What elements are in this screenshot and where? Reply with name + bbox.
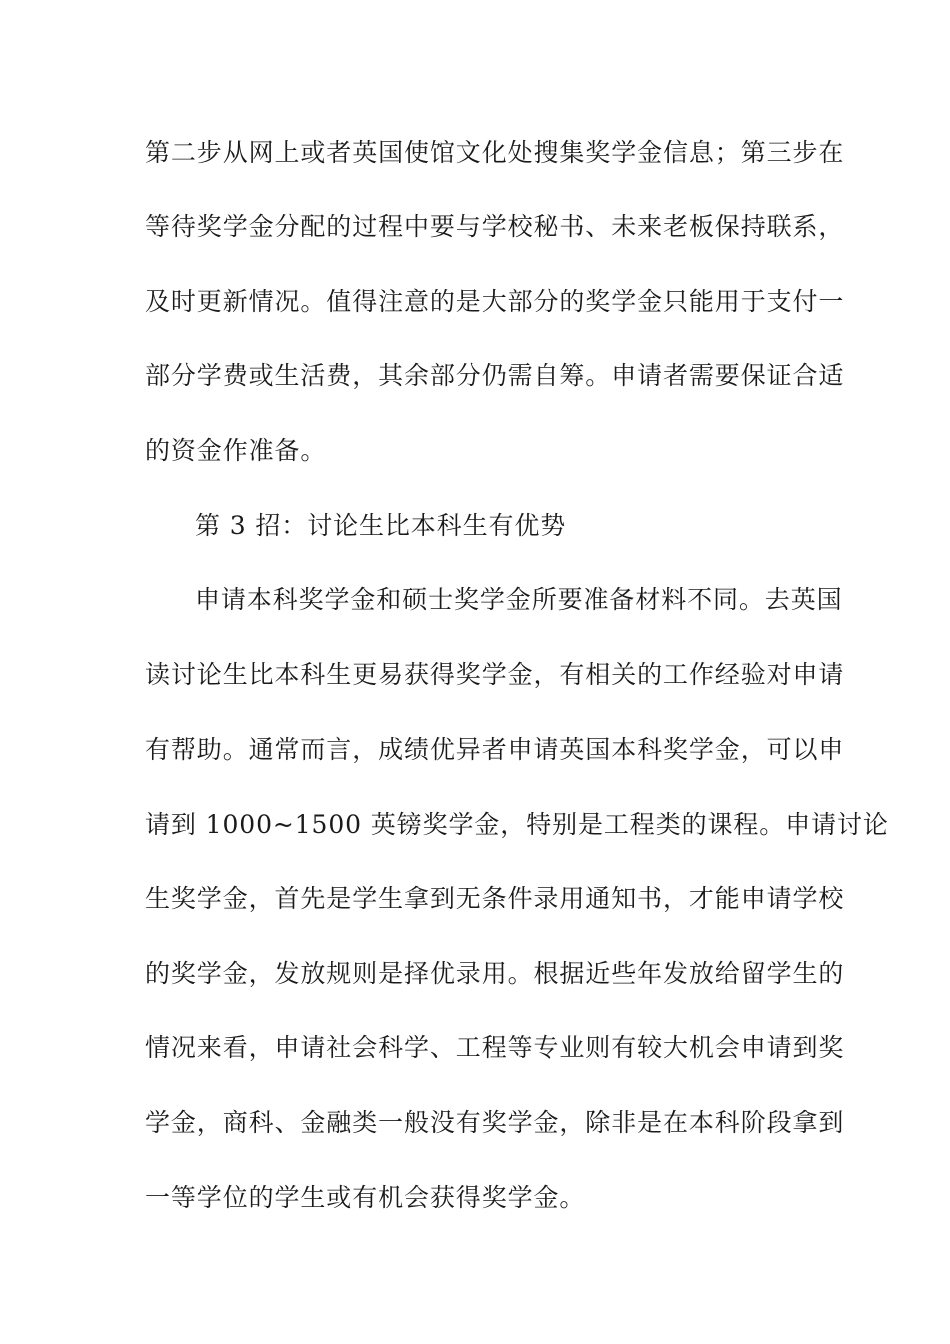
paragraph-2-line-8: 学金，商科、金融类一般没有奖学金，除非是在本科阶段拿到 <box>145 1108 845 1137</box>
paragraph-2-line-4: 请到 1000~1500 英镑奖学金，特别是工程类的课程。申请讨论 <box>145 810 889 839</box>
paragraph-2-line-5: 生奖学金，首先是学生拿到无条件录用通知书，才能申请学校 <box>145 884 845 913</box>
paragraph-2-line-9: 一等学位的学生或有机会获得奖学金。 <box>145 1183 586 1212</box>
paragraph-2-line-2: 读讨论生比本科生更易获得奖学金，有相关的工作经验对申请 <box>145 660 845 689</box>
paragraph-1-line-3: 及时更新情况。值得注意的是大部分的奖学金只能用于支付一 <box>145 287 845 316</box>
section-heading: 第 3 招：讨论生比本科生有优势 <box>195 511 567 540</box>
paragraph-1-line-5: 的资金作准备。 <box>145 436 327 465</box>
paragraph-2-line-6: 的奖学金，发放规则是择优录用。根据近些年发放给留学生的 <box>145 959 845 988</box>
paragraph-1-line-4: 部分学费或生活费，其余部分仍需自筹。申请者需要保证合适 <box>145 361 845 390</box>
paragraph-1-line-1: 第二步从网上或者英国使馆文化处搜集奖学金信息；第三步在 <box>145 138 845 167</box>
paragraph-2-line-3: 有帮助。通常而言，成绩优异者申请英国本科奖学金，可以申 <box>145 735 845 764</box>
paragraph-1-line-2: 等待奖学金分配的过程中要与学校秘书、未来老板保持联系， <box>145 212 845 241</box>
paragraph-2-line-7: 情况来看，申请社会科学、工程等专业则有较大机会申请到奖 <box>145 1033 845 1062</box>
paragraph-2-line-1: 申请本科奖学金和硕士奖学金所要准备材料不同。去英国 <box>195 585 843 614</box>
